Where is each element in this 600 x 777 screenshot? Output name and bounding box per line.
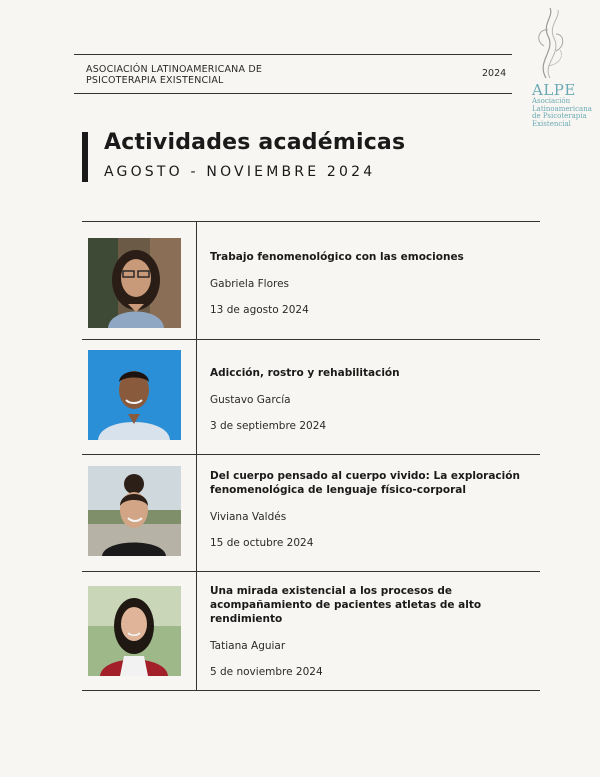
- page-subtitle: AGOSTO - NOVIEMBRE 2024: [104, 164, 376, 180]
- event-speaker: Gustavo García: [210, 394, 291, 406]
- header-bottom-rule: [74, 93, 512, 94]
- event-date: 5 de noviembre 2024: [210, 666, 323, 678]
- event-date: 15 de octubre 2024: [210, 537, 314, 549]
- event-title: Del cuerpo pensado al cuerpo vivido: La exploración fenomenológica de lenguaje físico-corporal: [210, 470, 520, 496]
- event-row: [82, 572, 540, 691]
- event-info: [210, 250, 530, 316]
- smoke-swirl-icon: [526, 6, 586, 81]
- event-title: Trabajo fenomenológico con las emociones: [210, 251, 464, 263]
- event-title: Una mirada existencial a los procesos de acompañamiento de pacientes atletas de alto rendimiento: [210, 585, 482, 625]
- row-divider: [82, 690, 540, 691]
- event-row: [82, 340, 540, 455]
- logo-sub-line1: Asociación: [532, 97, 571, 105]
- event-speaker: Gabriela Flores: [210, 278, 290, 290]
- event-date: 13 de agosto 2024: [210, 304, 309, 316]
- speaker-photo: [88, 238, 181, 328]
- speaker-photo: [88, 350, 181, 440]
- organization-name-line2: PSICOTERAPIA EXISTENCIAL: [86, 75, 224, 86]
- header-year: 2024: [482, 68, 507, 79]
- event-speaker: Viviana Valdés: [210, 511, 287, 523]
- speaker-photo: [88, 466, 181, 556]
- organization-name: [86, 64, 262, 86]
- organization-name-line1: ASOCIACIÓN LATINOAMERICANA DE: [86, 64, 263, 75]
- event-title: Adicción, rostro y rehabilitación: [210, 367, 400, 379]
- logo-wordmark: ALPE: [532, 81, 576, 99]
- logo-subtitle: [532, 98, 592, 128]
- event-info: [210, 366, 530, 432]
- page-title: Actividades académicas: [104, 130, 406, 155]
- event-row: [82, 455, 540, 572]
- header-top-rule: [74, 54, 512, 55]
- logo-sub-line2: Latinoamericana: [532, 104, 592, 113]
- logo-sub-line4: Existencial: [532, 119, 571, 128]
- event-date: 3 de septiembre 2024: [210, 420, 327, 432]
- event-info: [210, 584, 530, 678]
- title-accent-bar: [82, 132, 88, 182]
- speaker-photo: [88, 586, 181, 676]
- event-speaker: Tatiana Aguiar: [210, 640, 286, 652]
- logo-sub-line3: de Psicoterapia: [532, 112, 587, 120]
- alpe-logo: [526, 6, 592, 128]
- event-row: [82, 222, 540, 340]
- event-info: [210, 469, 530, 549]
